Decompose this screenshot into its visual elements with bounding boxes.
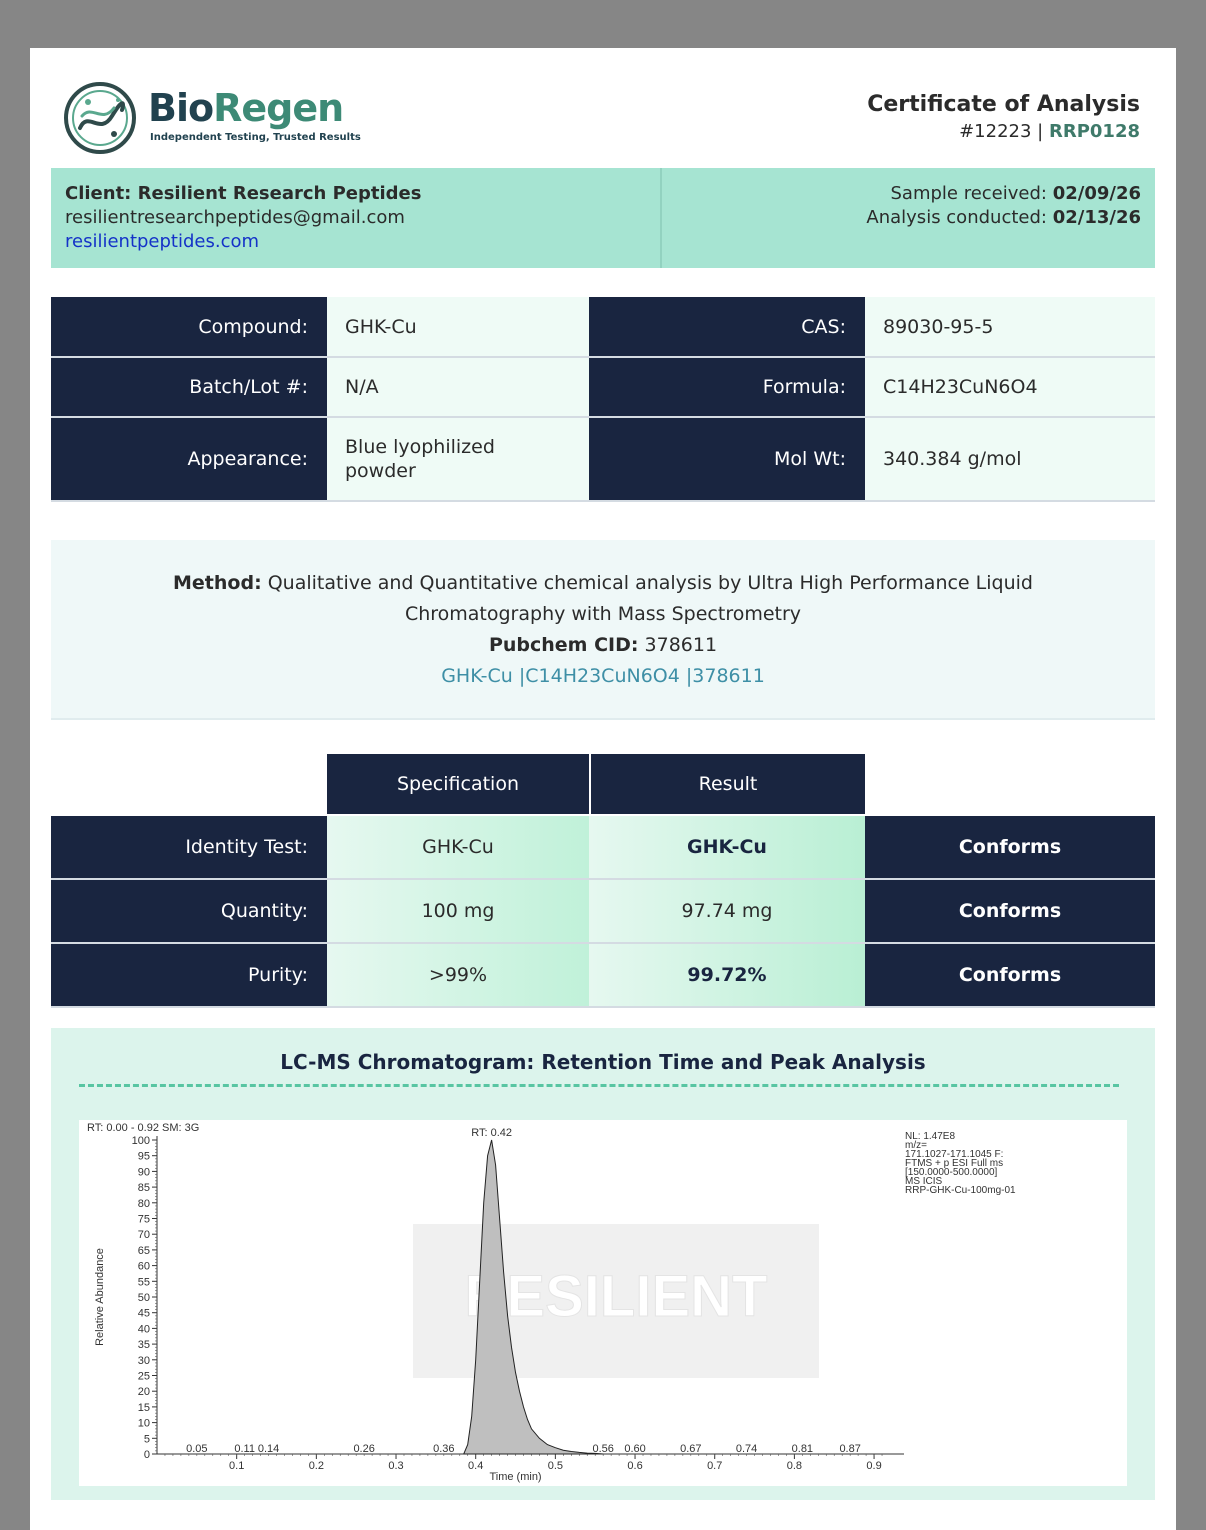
result-value: 99.72% bbox=[589, 943, 865, 1007]
result-row bbox=[51, 816, 1155, 879]
y-tick-label: 25 bbox=[137, 1370, 150, 1383]
status-badge: Conforms bbox=[865, 879, 1155, 943]
info-value: 89030-95-5 bbox=[865, 297, 1155, 357]
pubchem-label: Pubchem CID: bbox=[488, 634, 639, 656]
chart-info-line: FTMS + p ESI Full ms bbox=[905, 1158, 1004, 1169]
analysis-label: Analysis conducted: bbox=[866, 207, 1047, 228]
certificate-page bbox=[30, 48, 1176, 1530]
method-text-2: Chromatography with Mass Spectrometry bbox=[404, 603, 802, 625]
chart-info-line: m/z= bbox=[905, 1140, 927, 1151]
info-label: CAS: bbox=[589, 297, 865, 357]
result-row bbox=[51, 943, 1155, 1007]
pubchem-line bbox=[51, 630, 1155, 661]
y-tick-label: 75 bbox=[137, 1213, 150, 1226]
pubchem-cid: 378611 bbox=[644, 634, 718, 656]
baseline-peak-label: 0.67 bbox=[680, 1443, 702, 1455]
info-row bbox=[51, 357, 1155, 417]
baseline-peak-label: 0.11 bbox=[234, 1443, 255, 1455]
chart-info-line: RRP-GHK-Cu-100mg-01 bbox=[905, 1185, 1016, 1196]
y-tick-label: 35 bbox=[137, 1339, 150, 1352]
y-tick-label: 45 bbox=[137, 1307, 150, 1320]
coa-title: Certificate of Analysis bbox=[867, 92, 1140, 117]
client-website-link[interactable]: resilientpeptides.com bbox=[65, 231, 260, 252]
baseline-peak-label: 0.05 bbox=[186, 1443, 208, 1455]
baseline-peak-label: 0.74 bbox=[735, 1443, 758, 1455]
y-tick-label: 80 bbox=[137, 1197, 150, 1210]
y-tick-label: 10 bbox=[137, 1417, 150, 1430]
y-tick-label: 60 bbox=[137, 1260, 150, 1273]
x-tick-label: 0.3 bbox=[388, 1460, 404, 1472]
title-divider bbox=[79, 1084, 1119, 1087]
logo-tagline: Independent Testing, Trusted Results bbox=[150, 132, 361, 143]
y-tick-label: 55 bbox=[137, 1276, 150, 1289]
received-row bbox=[866, 182, 1141, 206]
info-label: Appearance: bbox=[51, 417, 327, 501]
y-tick-label: 30 bbox=[137, 1354, 150, 1367]
baseline-peak-label: 0.26 bbox=[353, 1443, 375, 1455]
coa-id bbox=[867, 121, 1140, 142]
spec-value: 100 mg bbox=[327, 879, 589, 943]
compound-info-table bbox=[51, 297, 1155, 502]
y-tick-label: 85 bbox=[137, 1182, 150, 1195]
received-date: 02/09/26 bbox=[1052, 183, 1141, 204]
y-tick-label: 5 bbox=[143, 1433, 150, 1446]
watermark-text: RESILIENT bbox=[464, 1264, 768, 1329]
y-tick-label: 70 bbox=[137, 1229, 150, 1242]
y-axis-label: Relative Abundance bbox=[94, 1248, 106, 1346]
chromatogram-chart bbox=[79, 1120, 1127, 1486]
y-tick-label: 15 bbox=[137, 1401, 150, 1414]
chromatogram-svg bbox=[79, 1120, 1127, 1486]
result-row bbox=[51, 879, 1155, 943]
baseline-peak-label: 0.36 bbox=[433, 1443, 455, 1455]
baseline-peak-label: 0.56 bbox=[592, 1443, 614, 1455]
test-name: Quantity: bbox=[51, 879, 327, 943]
x-axis-label: Time (min) bbox=[489, 1471, 542, 1483]
chromatogram-section bbox=[51, 1028, 1155, 1500]
result-value: GHK-Cu bbox=[589, 816, 865, 879]
info-value: C14H23CuN6O4 bbox=[865, 357, 1155, 417]
status-badge: Conforms bbox=[865, 816, 1155, 879]
analysis-date: 02/13/26 bbox=[1052, 207, 1141, 228]
spec-header: Specification bbox=[327, 754, 589, 814]
x-tick-label: 0.7 bbox=[707, 1460, 723, 1472]
client-band bbox=[51, 168, 1155, 268]
result-value: 97.74 mg bbox=[589, 879, 865, 943]
result-header: Result bbox=[591, 754, 865, 814]
info-row bbox=[51, 297, 1155, 357]
x-tick-label: 0.8 bbox=[786, 1460, 803, 1472]
received-label: Sample received: bbox=[890, 183, 1047, 204]
baseline-peak-label: 0.60 bbox=[624, 1443, 646, 1455]
client-divider bbox=[660, 168, 662, 268]
info-value: N/A bbox=[327, 357, 589, 417]
test-name: Identity Test: bbox=[51, 816, 327, 879]
status-badge: Conforms bbox=[865, 943, 1155, 1007]
method-line-1 bbox=[51, 568, 1155, 599]
logo-name-regen: Regen bbox=[213, 86, 344, 130]
y-tick-label: 90 bbox=[137, 1166, 150, 1179]
x-tick-label: 0.5 bbox=[547, 1460, 564, 1472]
logo-mark-icon bbox=[62, 80, 138, 156]
biorgen-logo bbox=[62, 80, 362, 160]
info-label: Compound: bbox=[51, 297, 327, 357]
y-tick-label: 20 bbox=[137, 1386, 150, 1399]
id-separator: | bbox=[1037, 121, 1044, 142]
analysis-row bbox=[866, 206, 1141, 230]
chart-info-line: 171.1027-171.1045 F: bbox=[905, 1149, 1004, 1160]
chart-info-line: [150.0000-500.0000] bbox=[905, 1167, 998, 1178]
y-tick-label: 95 bbox=[137, 1150, 150, 1163]
chart-info-line: NL: 1.47E8 bbox=[905, 1131, 956, 1142]
client-name: Client: Resilient Research Peptides bbox=[65, 183, 422, 204]
cert-number: #12223 bbox=[959, 121, 1032, 142]
y-tick-label: 100 bbox=[131, 1135, 150, 1147]
spec-value: GHK-Cu bbox=[327, 816, 589, 879]
baseline-peak-label: 0.81 bbox=[791, 1443, 814, 1455]
peak-rt-label: RT: 0.42 bbox=[471, 1127, 513, 1139]
logo-name bbox=[148, 86, 343, 130]
client-info bbox=[65, 182, 421, 254]
baseline-peak-label: 0.14 bbox=[257, 1443, 280, 1455]
method-box bbox=[51, 540, 1155, 720]
x-tick-label: 0.1 bbox=[229, 1460, 245, 1472]
chart-header-left: RT: 0.00 - 0.92 SM: 3G bbox=[87, 1122, 200, 1134]
chart-info-line: MS ICIS bbox=[905, 1176, 943, 1187]
test-name: Purity: bbox=[51, 943, 327, 1007]
sample-dates bbox=[866, 182, 1141, 230]
chart-section-title: LC-MS Chromatogram: Retention Time and Peak Analysis bbox=[280, 1050, 926, 1074]
info-row bbox=[51, 417, 1155, 501]
batch-code: RRP0128 bbox=[1048, 121, 1140, 142]
y-tick-label: 40 bbox=[137, 1323, 150, 1336]
y-tick-label: 65 bbox=[137, 1244, 150, 1257]
y-tick-label: 50 bbox=[137, 1292, 150, 1304]
method-text-1: Qualitative and Quantitative chemical analysis by Ultra High Performance Liquid bbox=[267, 572, 1033, 594]
x-tick-label: 0.9 bbox=[866, 1460, 882, 1472]
results-table bbox=[51, 816, 1155, 1008]
x-tick-label: 0.6 bbox=[627, 1460, 643, 1472]
logo-name-bio: Bio bbox=[148, 86, 214, 130]
info-value: 340.384 g/mol bbox=[865, 417, 1155, 501]
x-tick-label: 0.4 bbox=[468, 1460, 484, 1472]
client-email: resilientresearchpeptides@gmail.com bbox=[65, 207, 405, 228]
info-value: GHK-Cu bbox=[327, 297, 589, 357]
spec-value: >99% bbox=[327, 943, 589, 1007]
info-value: Blue lyophilized powder bbox=[327, 417, 589, 501]
info-label: Batch/Lot #: bbox=[51, 357, 327, 417]
x-tick-label: 0.2 bbox=[308, 1460, 324, 1472]
coa-header bbox=[867, 92, 1140, 142]
pubchem-link[interactable]: GHK-Cu |C14H23CuN6O4 |378611 bbox=[441, 665, 765, 687]
info-label: Formula: bbox=[589, 357, 865, 417]
baseline-peak-label: 0.87 bbox=[839, 1443, 861, 1455]
info-label: Mol Wt: bbox=[589, 417, 865, 501]
method-label: Method: bbox=[173, 572, 262, 594]
y-tick-label: 0 bbox=[143, 1449, 150, 1461]
